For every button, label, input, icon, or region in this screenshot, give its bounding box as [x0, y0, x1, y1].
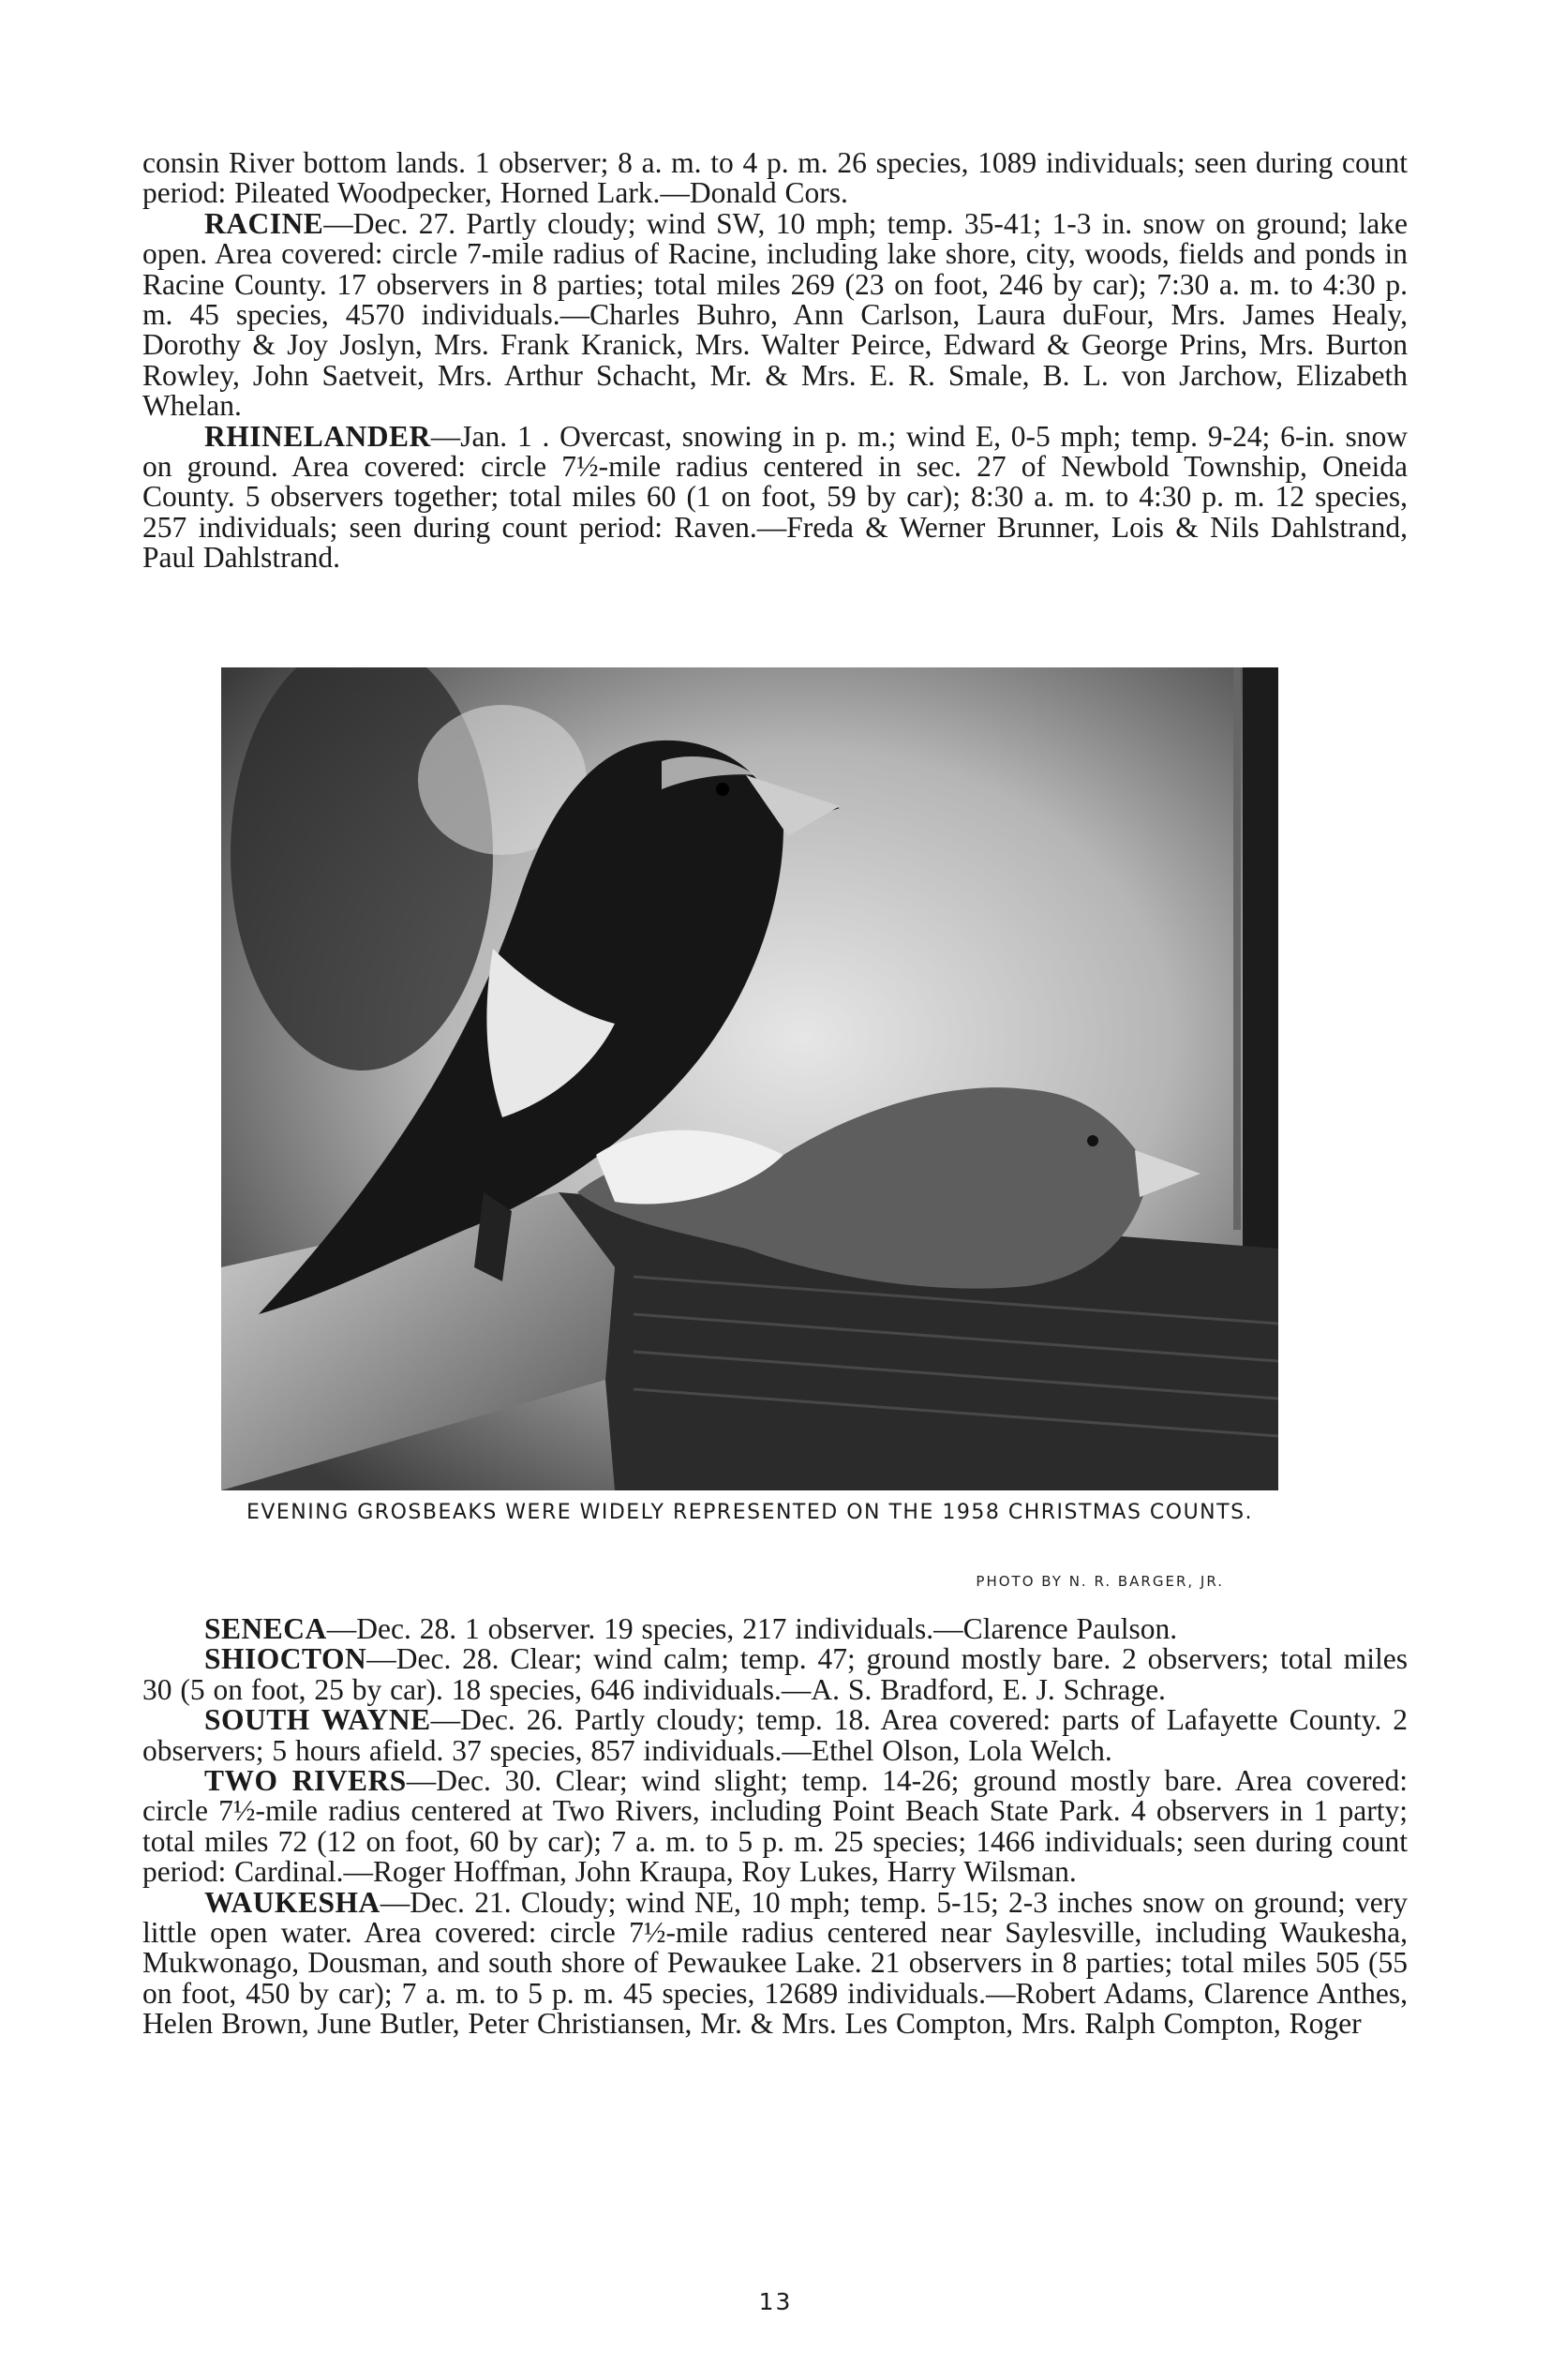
entry-paragraph	[142, 148, 1408, 209]
entry-text: —Jan. 1 . Overcast, snowing in p. m.; wind E, 0-5 mph; temp. 9-24; 6-in. snow on ground. Area covered: circle 7½-mile radius centered in sec. 27 of Newbold Township, Oneida County. 5 observers together; total miles 60 (1 on foot, 59 by car); 8:30 a. m. to 4:30 p. m. 12 species, 257 individuals; seen during count period: Raven.—Freda & Werner Brunner, Lois & Nils Dahlstrand, Paul Dahlstrand.	[142, 419, 1408, 575]
place-name: WAUKESHA	[204, 1885, 380, 1919]
grosbeak-photo-image	[221, 667, 1278, 1490]
page-number: 13	[758, 2288, 793, 2315]
entry-racine	[142, 206, 1408, 423]
entry-seneca	[142, 1614, 1408, 1644]
entry-text: —Dec. 28. Clear; wind calm; temp. 47; ground mostly bare. 2 observers; total miles 30 (5 on foot, 25 by car). 18 species, 646 individuals.—A. S. Bradford, E. J. Schrage.	[142, 1642, 1408, 1706]
photo-credit: PHOTO BY N. R. BARGER, JR.	[976, 1573, 1224, 1590]
place-name: RACINE	[204, 206, 324, 240]
entry-text: —Dec. 21. Cloudy; wind NE, 10 mph; temp. 5-15; 2-3 inches snow on ground; very little open water. Area covered: circle 7½-mile radius centered near Saylesville, including Waukesha, Mukwonago, Dousman, and south shore of Pewaukee Lake. 21 observers in 8 parties; total miles 505 (55 on foot, 450 by car); 7 a. m. to 5 p. m. 45 species, 12689 individuals.—Robert Adams, Clarence Anthes, Helen Brown, June Butler, Peter Christiansen, Mr. & Mrs. Les Compton, Mrs. Ralph Compton, Roger	[142, 1885, 1408, 2041]
photo-caption: EVENING GROSBEAKS WERE WIDELY REPRESENTED ON THE 1958 CHRISTMAS COUNTS.	[246, 1501, 1254, 1524]
entry-text: consin River bottom lands. 1 observer; 8 a. m. to 4 p. m. 26 species, 1089 individuals; seen during count period: Pileated Woodpecker, Horned Lark.—Donald Cors.	[142, 146, 1408, 210]
place-name: SOUTH WAYNE	[204, 1703, 431, 1737]
place-name: SENECA	[204, 1612, 327, 1645]
entry-two-rivers	[142, 1766, 1408, 1888]
entry-waukesha	[142, 1885, 1408, 2041]
place-name: TWO RIVERS	[204, 1764, 407, 1798]
grosbeak-photo	[221, 667, 1278, 1490]
entry-rhinelander	[142, 419, 1408, 575]
bottom-text-block	[142, 1614, 1408, 2040]
entry-shiocton	[142, 1644, 1408, 1705]
entry-text: —Dec. 26. Partly cloudy; temp. 18. Area covered: parts of Lafayette County. 2 observers; 5 hours afield. 37 species, 857 individuals.—Ethel Olson, Lola Welch.	[142, 1703, 1408, 1767]
entry-south-wayne	[142, 1705, 1408, 1766]
entry-text: —Dec. 28. 1 observer. 19 species, 217 individuals.—Clarence Paulson.	[326, 1612, 1178, 1645]
place-name: RHINELANDER	[204, 419, 431, 453]
place-name: SHIOCTON	[204, 1642, 367, 1676]
entry-text: —Dec. 30. Clear; wind slight; temp. 14-26; ground mostly bare. Area covered: circle 7½-mile radius centered at Two Rivers, including Point Beach State Park. 4 observers in 1 party; total miles 72 (12 on foot, 60 by car); 7 a. m. to 5 p. m. 25 species; 1466 individuals; seen during count period: Cardinal.—Roger Hoffman, John Kraupa, Roy Lukes, Harry Wilsman.	[142, 1764, 1409, 1889]
entry-text: —Dec. 27. Partly cloudy; wind SW, 10 mph; temp. 35-41; 1-3 in. snow on ground; lake open. Area covered: circle 7-mile radius of Racine, including lake shore, city, woods, fields and ponds in Racine County. 17 observers in 8 parties; total miles 269 (23 on foot, 246 by car); 7:30 a. m. to 4:30 p. m. 45 species, 4570 individuals.—Charles Buhro, Ann Carlson, Laura duFour, Mrs. James Healy, Dorothy & Joy Joslyn, Mrs. Frank Kranick, Mrs. Walter Peirce, Edward & George Prins, Mrs. Burton Rowley, John Saetveit, Mrs. Arthur Schacht, Mr. & Mrs. E. R. Smale, B. L. von Jarchow, Elizabeth Whelan.	[142, 206, 1408, 423]
top-text-block	[142, 148, 1408, 574]
